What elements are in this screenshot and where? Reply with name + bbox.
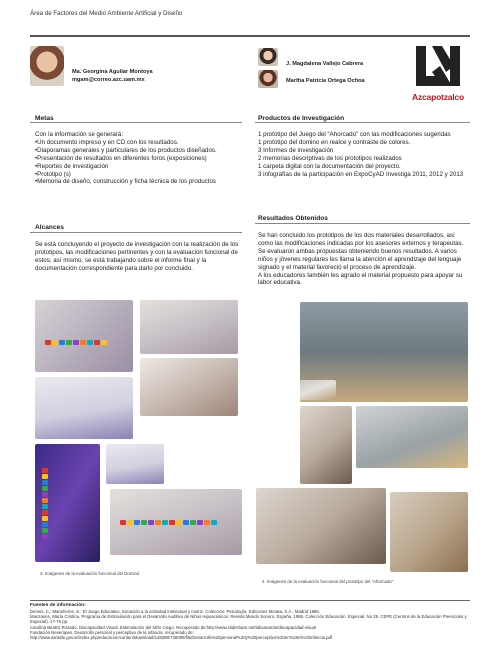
metas-list bbox=[35, 131, 245, 186]
domino-tile bbox=[176, 520, 182, 525]
domino-tile bbox=[190, 520, 196, 525]
productos-line: 3 Informes de investigación bbox=[258, 146, 334, 154]
productos-title: Productos de Investigación bbox=[258, 115, 345, 122]
productos-rule bbox=[255, 122, 470, 123]
domino-tile bbox=[42, 516, 48, 521]
domino-tile bbox=[73, 340, 79, 345]
sources-list bbox=[30, 609, 470, 640]
metas-line: •Un documento impreso y en CD con los resultados. bbox=[35, 138, 179, 146]
domino-tile bbox=[134, 520, 140, 525]
ahorcado-photo-6 bbox=[300, 380, 336, 400]
domino-tile bbox=[197, 520, 203, 525]
domino-photo-6 bbox=[106, 444, 164, 484]
productos-line: 1 prototipo del domino en realce y contraste de colores. bbox=[258, 138, 411, 146]
domino-photo-3 bbox=[140, 358, 238, 416]
domino-tile bbox=[141, 520, 147, 525]
lead-author-email[interactable]: mgam@correo.azc.uam.mx bbox=[72, 77, 145, 83]
domino-tile bbox=[80, 340, 86, 345]
domino-tile bbox=[42, 522, 48, 527]
department-label: Área de Factores del Medio Ambiente Artificial y Diseño bbox=[30, 10, 183, 17]
logo-wordmark: Azcapotzalco bbox=[412, 92, 464, 102]
domino-tile bbox=[42, 474, 48, 479]
source-entry[interactable]: Fundación Neverapes. Desarrollo personal y perceptivo de la infancia. recuperado de: http://www.santafe.gov.ar/index.php/educacion/content/download/148288/730095/file/Desarrollo%20personal%20y%20perceptivo%20en%20el%20infancia.pdf bbox=[30, 629, 333, 641]
domino-tile bbox=[211, 520, 217, 525]
domino-tile bbox=[45, 340, 51, 345]
domino-tile bbox=[42, 492, 48, 497]
source-entry: Manzanes, María Cristina. Programa de Estimulación para el Desarrollo Auditivo de Niños Hipoacúsicos. Revista Mundo Sonoro. España. 1986. Colección Educación. Especial. No 25. CEPE (Centros de la Educación Preescolar y Especial). 17-76 pp. bbox=[30, 614, 467, 625]
productos-list bbox=[258, 131, 470, 178]
domino-tile bbox=[162, 520, 168, 525]
domino-tile bbox=[42, 504, 48, 509]
second-author-name: J. Magdalena Vallejo Cabrera bbox=[286, 61, 364, 67]
ahorcado-photo-2 bbox=[300, 406, 352, 484]
domino-tile bbox=[42, 534, 48, 539]
domino-tile bbox=[148, 520, 154, 525]
productos-line: 1 prototipo del Juego del “Ahorcado” con las modificaciones sugeridas bbox=[258, 131, 451, 138]
alcances-text: Se está concluyendo el proyecto de investigación con la realización de los prototipos, las modificaciones pertinentes y con la evaluación funcional de estos; así mismo, se está trabajando sobre el informe final y la documentación correspondiente para darlo por concluido. bbox=[35, 241, 239, 272]
domino-tile bbox=[120, 520, 126, 525]
third-author-name: Martha Patricia Ortega Ochoa bbox=[286, 78, 365, 84]
sources-rule bbox=[30, 600, 470, 601]
domino-tiles-3 bbox=[42, 468, 48, 539]
domino-tile bbox=[66, 340, 72, 345]
domino-tile bbox=[204, 520, 210, 525]
ahorcado-photo-4 bbox=[256, 488, 386, 564]
sources-title: Fuentes de información: bbox=[30, 603, 86, 608]
resultados-rule bbox=[255, 223, 470, 224]
metas-line: •Memoria de diseño, construcción y ficha técnica de los productos bbox=[35, 178, 217, 186]
source-entry[interactable]: Carolina Beatriz Rosado. Discapacidad Visual. Estimulación del Niño Ciego. Recuperado de:http://www.slideshare.net/lafoutuardo/discapacidad-visual bbox=[30, 624, 316, 630]
domino-tile bbox=[101, 340, 107, 345]
metas-line: •Diaporamas generales y particulares de los productos diseñados. bbox=[35, 146, 217, 154]
alcances-title: Alcances bbox=[35, 224, 64, 231]
metas-line: •Prototipo (s) bbox=[35, 170, 71, 178]
ahorcado-photo-5 bbox=[390, 492, 468, 572]
domino-tile bbox=[183, 520, 189, 525]
header-rule bbox=[30, 35, 470, 37]
domino-photo-2 bbox=[140, 300, 238, 354]
resultados-text: Se han concluido los prototipos de los dos materiales desarrollados, así como las modificaciones indicadas por los asesores externos y terapeutas. Se evaluaron ambas propuestas obteniendo buenos resultados. A varios niños y jóvenes regulares les llama la atención el aprendizaje del lenguaje signado y el material favoreció el proceso de aprendizaje. A los educadores también les agrado el material propuesto para apoyar su labor educativa. bbox=[258, 232, 464, 287]
domino-tile bbox=[87, 340, 93, 345]
metas-line: •Reportes de investigación bbox=[35, 162, 109, 170]
productos-line: 1 carpeta digital con la documentación del proyecto. bbox=[258, 162, 401, 170]
metas-line: •Presentación de resultados en diferentes foros (exposiciones) bbox=[35, 154, 207, 162]
metas-title: Metas bbox=[35, 115, 54, 122]
domino-photo-4 bbox=[35, 377, 133, 439]
domino-tile bbox=[155, 520, 161, 525]
metas-rule bbox=[30, 122, 242, 123]
domino-tile bbox=[169, 520, 175, 525]
domino-tiles-2 bbox=[120, 520, 217, 525]
resultados-title: Resultados Obtenidos bbox=[258, 215, 328, 222]
domino-tile bbox=[42, 468, 48, 473]
ahorcado-photo-3 bbox=[356, 406, 468, 468]
domino-tile bbox=[52, 340, 58, 345]
second-author-photo bbox=[258, 48, 278, 66]
productos-line: 2 memorias descriptivas de los prototipos realizados bbox=[258, 154, 402, 162]
ahorcado-caption: 4. Imágenes de la evaluación funcional del prototipo del “Ahorcado” bbox=[262, 579, 394, 584]
domino-photo-1 bbox=[35, 300, 133, 372]
metas-line: Con la información se generará: bbox=[35, 131, 124, 138]
domino-caption: 3. Imágenes de la evaluación funcional del Dominó bbox=[40, 571, 140, 576]
lead-author-photo bbox=[30, 46, 64, 86]
third-author-photo bbox=[258, 70, 278, 88]
source-entry: Dennis, C.; Mansherne, E.: El Juego Educativo, Iniciación a la actividad intelectual y motriz. Colección: Psicología. Ediciones Morata, S.A.; Madrid 1986. bbox=[30, 609, 320, 614]
domino-tile bbox=[42, 486, 48, 491]
domino-tile bbox=[127, 520, 133, 525]
domino-tile bbox=[42, 498, 48, 503]
alcances-rule bbox=[30, 232, 242, 233]
domino-tile bbox=[59, 340, 65, 345]
domino-tile bbox=[42, 528, 48, 533]
domino-tile bbox=[94, 340, 100, 345]
productos-line: 3 infografías de la participación en ExpoCyAD Investiga 2011, 2012 y 2013 bbox=[258, 170, 464, 178]
lead-author-name: Ma. Georgina Aguilar Montoya bbox=[72, 69, 153, 75]
domino-tile bbox=[42, 480, 48, 485]
domino-tile bbox=[42, 510, 48, 515]
domino-tiles-1 bbox=[45, 340, 107, 345]
